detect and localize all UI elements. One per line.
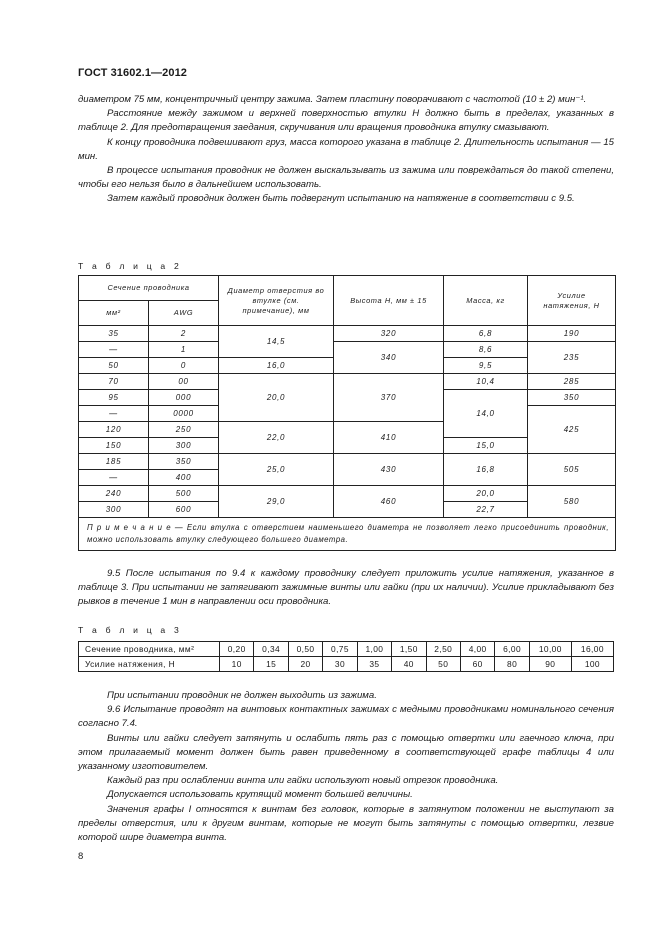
paragraph: диаметром 75 мм, концентричный центру зажима. Затем пластину поворачивают с частотой (10 ± 2) мин⁻¹. — [78, 94, 587, 105]
mm2-header: мм² — [79, 301, 149, 326]
cell-diameter: 29,0 — [219, 486, 334, 518]
table-row — [79, 342, 616, 358]
cell-awg: 000 — [149, 390, 219, 406]
paragraph: К концу проводника подвешивают груз, масса которого указана в таблице 2. Длительность испытания — 15 мин. — [78, 136, 614, 162]
cell-mm2: 240 — [79, 486, 149, 502]
cell-force: 50 — [426, 657, 460, 672]
cell-height: 370 — [334, 374, 444, 422]
cell-section: 6,00 — [495, 642, 529, 657]
cell-section: 0,75 — [323, 642, 357, 657]
cell-awg: 0000 — [149, 406, 219, 422]
cell-force: 80 — [495, 657, 529, 672]
paragraph: При испытании проводник не должен выходить из зажима. — [107, 690, 377, 701]
cell-diameter: 25,0 — [219, 454, 334, 486]
cell-awg: 500 — [149, 486, 219, 502]
cell-diameter: 20,0 — [219, 374, 334, 422]
cell-force: 235 — [528, 342, 616, 374]
height-header: Высота H, мм ± 15 — [334, 276, 444, 326]
cell-awg: 1 — [149, 342, 219, 358]
cell-height: 340 — [334, 342, 444, 374]
cell-mm2: 50 — [79, 358, 149, 374]
force-header: Усилие натяжения, Н — [528, 276, 616, 326]
cell-awg: 400 — [149, 470, 219, 486]
cell-force: 35 — [357, 657, 391, 672]
cell-diameter: 16,0 — [219, 358, 334, 374]
table-3 — [78, 641, 614, 672]
table-row — [79, 374, 616, 390]
table2-caption: Т а б л и ц а 2 — [78, 261, 182, 271]
cell-height: 460 — [334, 486, 444, 518]
force-row-label: Усилие натяжения, Н — [79, 657, 220, 672]
cell-awg: 250 — [149, 422, 219, 438]
cell-section: 0,34 — [254, 642, 288, 657]
cell-height: 430 — [334, 454, 444, 486]
cell-mm2: 35 — [79, 326, 149, 342]
paragraph: Винты или гайки следует затянуть и ослабить пять раз с помощью отвертки или гаечного ключа, при этом прилагаемый момент должен быть равен приведенному в соответствующей графе таблицы 4 или указанному изготовителем. — [78, 732, 614, 773]
cell-mm2: 95 — [79, 390, 149, 406]
cell-mm2: 70 — [79, 374, 149, 390]
cell-force: 425 — [528, 406, 616, 454]
cell-mm2: — — [79, 342, 149, 358]
mass-header: Масса, кг — [444, 276, 528, 326]
cell-force: 90 — [529, 657, 571, 672]
cell-section: 0,50 — [288, 642, 322, 657]
cell-force: 100 — [571, 657, 613, 672]
cell-height: 320 — [334, 326, 444, 342]
cell-mass: 16,8 — [444, 454, 528, 486]
section-header: Сечение проводника — [79, 276, 219, 301]
intro-text — [78, 93, 614, 207]
cell-force: 190 — [528, 326, 616, 342]
table2-note: П р и м е ч а н и е — Если втулка с отверстием наименьшего диаметра не позволяет легко присоединить проводник, можно использовать втулку следующего большего диаметра. — [79, 518, 616, 551]
cell-awg: 2 — [149, 326, 219, 342]
cell-mass: 6,8 — [444, 326, 528, 342]
paragraph: В процессе испытания проводник не должен выскальзывать из зажима или повреждаться до такой степени, чтобы его нельзя было в дальнейшем использовать. — [78, 165, 614, 191]
cell-section: 1,50 — [392, 642, 426, 657]
cell-section: 10,00 — [529, 642, 571, 657]
paragraph: Каждый раз при ослаблении винта или гайки используют новый отрезок проводника. — [107, 775, 499, 787]
cell-mass: 8,6 — [444, 342, 528, 358]
paragraph: 9.5 После испытания по 9.4 к каждому проводнику следует приложить усилие натяжения, указанное в таблице 3. При испытании не затягивают зажимные винты или гайки (при их наличии). Усилие прикладывают без рывков в течение 1 мин в направлении оси проводника. — [78, 568, 614, 608]
cell-mass: 10,4 — [444, 374, 528, 390]
cell-force: 10 — [220, 657, 254, 672]
cell-section: 16,00 — [571, 642, 613, 657]
cell-mm2: — — [79, 470, 149, 486]
cell-force: 285 — [528, 374, 616, 390]
section-9-5-text — [78, 567, 614, 610]
cell-section: 4,00 — [460, 642, 494, 657]
diameter-header: Диаметр отверстия во втулке (см. примечание), мм — [219, 276, 334, 326]
paragraph: Значения графы I относятся к винтам без головок, которые в затянутом положении не выступают за пределы отверстия, или к другим винтам, которые не могут быть затянуты с помощью отвертки, лезвие которой шире диаметра винта. — [78, 803, 614, 844]
cell-mass: 9,5 — [444, 358, 528, 374]
cell-mm2: 185 — [79, 454, 149, 470]
cell-awg: 300 — [149, 438, 219, 454]
section-row-label: Сечение проводника, мм² — [79, 642, 220, 657]
cell-section: 1,00 — [357, 642, 391, 657]
table3-caption: Т а б л и ц а 3 — [78, 625, 182, 635]
cell-awg: 600 — [149, 502, 219, 518]
paragraph: Расстояние между зажимом и верхней поверхностью втулки H должно быть в пределах, указанных в таблице 2. Для предотвращения заедания, скручивания или вращения проводника втулку смазывают. — [78, 108, 614, 134]
cell-force: 30 — [323, 657, 357, 672]
cell-section: 2,50 — [426, 642, 460, 657]
table-row — [79, 276, 616, 301]
page-number: 8 — [78, 851, 84, 862]
cell-awg: 0 — [149, 358, 219, 374]
cell-section: 0,20 — [220, 642, 254, 657]
table-row — [79, 454, 616, 470]
cell-mass: 22,7 — [444, 502, 528, 518]
table-2 — [78, 275, 616, 551]
table-row — [79, 326, 616, 342]
awg-header: AWG — [149, 301, 219, 326]
cell-diameter: 14,5 — [219, 326, 334, 358]
cell-diameter: 22,0 — [219, 422, 334, 454]
cell-mass: 20,0 — [444, 486, 528, 502]
cell-mm2: 150 — [79, 438, 149, 454]
closing-text — [78, 689, 614, 845]
paragraph: Допускается использовать крутящий момент большей величины. — [107, 789, 413, 801]
paragraph: 9.6 Испытание проводят на винтовых контактных зажимах с медными проводниками номинального сечения согласно 7.4. — [78, 704, 614, 730]
cell-force: 15 — [254, 657, 288, 672]
cell-mass: 15,0 — [444, 438, 528, 454]
cell-awg: 00 — [149, 374, 219, 390]
cell-height: 410 — [334, 422, 444, 454]
table-row — [79, 657, 614, 672]
cell-force: 350 — [528, 390, 616, 406]
cell-awg: 350 — [149, 454, 219, 470]
cell-mm2: 120 — [79, 422, 149, 438]
table-row — [79, 486, 616, 502]
cell-force: 580 — [528, 486, 616, 518]
cell-force: 60 — [460, 657, 494, 672]
cell-force: 20 — [288, 657, 322, 672]
cell-mass: 14,0 — [444, 390, 528, 438]
cell-force: 505 — [528, 454, 616, 486]
document-header: ГОСТ 31602.1—2012 — [78, 67, 188, 79]
paragraph: Затем каждый проводник должен быть подвергнут испытанию на натяжение в соответствии с 9.5. — [107, 193, 575, 205]
table-row — [79, 642, 614, 657]
cell-mm2: 300 — [79, 502, 149, 518]
cell-mm2: — — [79, 406, 149, 422]
cell-force: 40 — [392, 657, 426, 672]
table-row — [79, 518, 616, 551]
